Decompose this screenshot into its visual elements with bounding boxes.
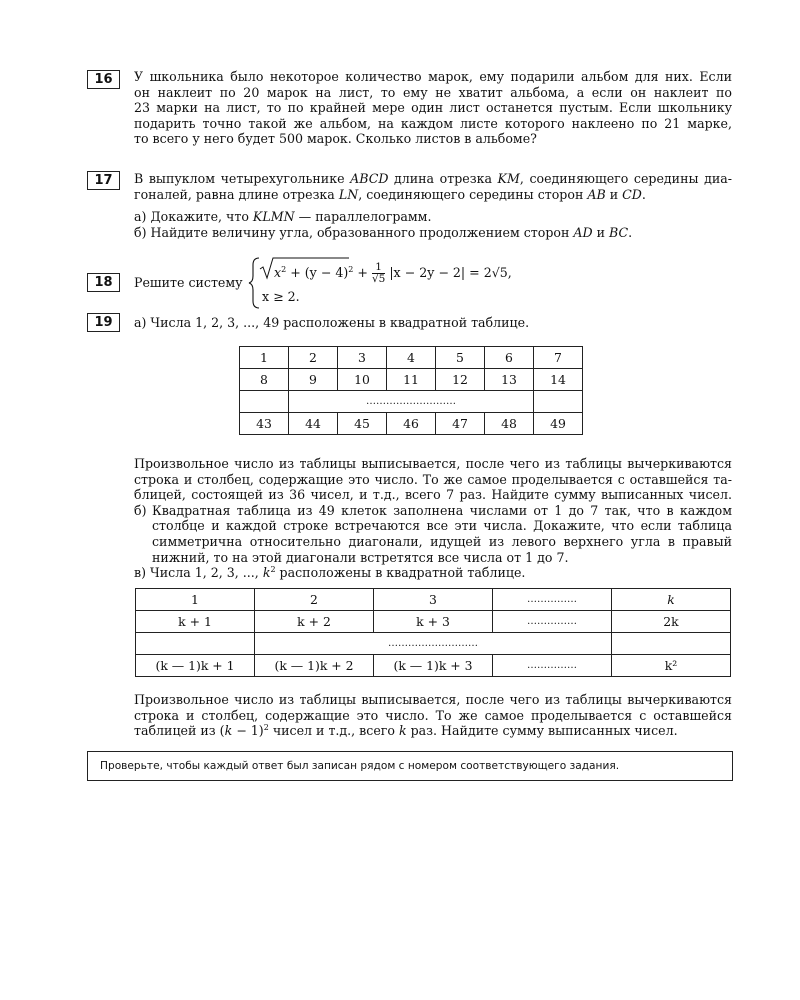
- table-cell: 12: [436, 369, 485, 391]
- table-cell: [136, 633, 255, 655]
- table-cell: ……………: [493, 655, 612, 677]
- table-cell: 10: [338, 369, 387, 391]
- task-19-part-a-intro: а) Числа 1, 2, 3, ..., 49 расположены в квадратной таблице.: [134, 315, 530, 330]
- task-17-part-a: а) Докажите, что KLMN — параллелограмм.: [134, 209, 432, 225]
- task-19-part-a-text: [134, 456, 732, 581]
- table-cell: ……………: [493, 611, 612, 633]
- task-17-part-b: б) Найдите величину угла, образованного продолжением сторон AD и BC.: [134, 224, 633, 240]
- table-cell: 9: [289, 369, 338, 391]
- task-17-line: В выпуклом четырехугольнике ABCD длина отрезка KM, соединяющего середины диа-: [134, 171, 732, 186]
- paragraph-line: Произвольное число из таблицы выписывается, после чего из таблицы вычеркиваются: [134, 692, 732, 707]
- table-cell: k²: [612, 655, 731, 677]
- task-16-number: 16: [87, 70, 120, 89]
- fraction: $\frac{1}{√5}$: [371, 261, 386, 285]
- table-cell: [534, 391, 583, 413]
- table-cell: 46: [387, 413, 436, 435]
- table-cell: 1: [240, 347, 289, 369]
- table-cell: 8: [240, 369, 289, 391]
- paragraph-line: таблицей из $(k - 1)^2$ чисел и т.д., всего k раз. Найдите сумму выписанных чисел.: [134, 723, 678, 739]
- task-16-line: подарить точно такой же альбом, на каждом листе которого наклеено по 21 марке,: [134, 115, 732, 131]
- paragraph-line: симметрична относительно диагонали, идущей из левого верхнего угла в правый: [152, 533, 732, 549]
- table-cell: 11: [387, 369, 436, 391]
- table-cell: 47: [436, 413, 485, 435]
- table-cell: k + 2: [255, 611, 374, 633]
- table-cell: (k — 1)k + 3: [374, 655, 493, 677]
- task-19-number: 19: [87, 313, 120, 332]
- table-cell: 7: [534, 347, 583, 369]
- table-row: [240, 347, 583, 369]
- task-16-line: он наклеит по 20 марок на лист, то ему не хватит альбома, а если он наклеит по: [134, 84, 732, 100]
- table-cell: 48: [485, 413, 534, 435]
- table-cell: 6: [485, 347, 534, 369]
- paragraph-line: нижний, то на этой диагонали встретятся все числа от 1 до 7.: [152, 549, 569, 565]
- task-16-line: 23 марки на лист, то по крайней мере один лист останется пустым. Если школьнику: [134, 100, 732, 116]
- table-cell: 13: [485, 369, 534, 391]
- task-18-number: 18: [87, 273, 120, 292]
- system-equation-1: $x^2 + (y - 4)^2$ + $\frac{1}{√5}$ |x − 2y − 2| = 2√5,: [274, 261, 512, 285]
- table-cell: [612, 633, 731, 655]
- table-7x7: [239, 346, 583, 435]
- table-row: [136, 633, 731, 655]
- table-cell: (k — 1)k + 2: [255, 655, 374, 677]
- task-17-text: [134, 171, 732, 240]
- table-row: [240, 413, 583, 435]
- paragraph-line: строка и столбец, содержащие это число. То же самое проделывается с оставшейся: [134, 707, 732, 723]
- table-cell: 44: [289, 413, 338, 435]
- table-cell: 1: [136, 589, 255, 611]
- table-row: [136, 589, 731, 611]
- task-17-number: 17: [87, 171, 120, 190]
- table-cell: 43: [240, 413, 289, 435]
- table-cell: k: [612, 589, 731, 611]
- table-cell: k + 1: [136, 611, 255, 633]
- task-16-text: [134, 69, 732, 147]
- table-cell: 2k: [612, 611, 731, 633]
- table-k-by-k: [135, 588, 731, 677]
- table-row: [136, 611, 731, 633]
- task-18-prompt: Решите систему: [134, 275, 243, 290]
- task-16-line: У школьника было некоторое количество марок, ему подарили альбом для них. Если: [134, 69, 732, 84]
- table-cell: 49: [534, 413, 583, 435]
- table-row: [240, 391, 583, 413]
- task-19-part-c-text: [134, 692, 732, 739]
- table-cell: (k — 1)k + 1: [136, 655, 255, 677]
- table-cell: 3: [374, 589, 493, 611]
- table-cell: 4: [387, 347, 436, 369]
- equation-system: [248, 256, 548, 310]
- table-row: [136, 655, 731, 677]
- paragraph-line: Произвольное число из таблицы выписывается, после чего из таблицы вычеркиваются: [134, 456, 732, 471]
- paragraph-line: блицей, состоящей из 36 чисел, и т.д., всего 7 раз. Найдите сумму выписанных чисел.: [134, 487, 732, 503]
- system-equation-2: x ≥ 2.: [262, 289, 300, 304]
- paragraph-line: б) Квадратная таблица из 49 клеток заполнена числами от 1 до 7 так, что в каждом: [134, 502, 732, 518]
- footer-note: Проверьте, чтобы каждый ответ был записан рядом с номером соответствующего задания.: [87, 751, 733, 781]
- table-cell: ……………: [493, 589, 612, 611]
- table-cell: 2: [289, 347, 338, 369]
- table-row: [240, 369, 583, 391]
- task-17-line: гоналей, равна длине отрезка LN, соединяющего середины сторон AB и CD.: [134, 186, 646, 202]
- task-19-part-c-intro: в) Числа 1, 2, 3, ..., $k^2$ расположены в квадратной таблице.: [134, 564, 526, 581]
- table-ellipsis-cell: ………………………: [289, 391, 534, 413]
- table-cell: 14: [534, 369, 583, 391]
- paragraph-line: строка и столбец, содержащие это число. То же самое проделывается с оставшейся та-: [134, 471, 732, 487]
- table-cell: 45: [338, 413, 387, 435]
- table-cell: 5: [436, 347, 485, 369]
- table-ellipsis-cell: ………………………: [255, 633, 612, 655]
- task-19-part-b: [134, 503, 732, 565]
- table-cell: 2: [255, 589, 374, 611]
- table-cell: k + 3: [374, 611, 493, 633]
- table-cell: [240, 391, 289, 413]
- table-cell: 3: [338, 347, 387, 369]
- task-16-line: то всего у него будет 500 марок. Сколько листов в альбоме?: [134, 131, 537, 147]
- paragraph-line: столбце и каждой строке встречаются все эти числа. Докажите, что если таблица: [152, 518, 732, 534]
